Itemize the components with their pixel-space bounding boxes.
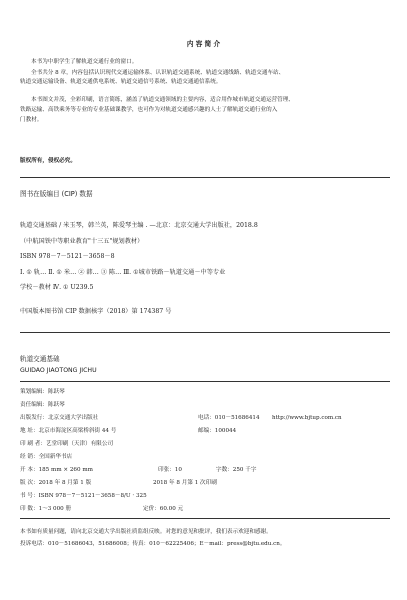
summary-title: 内 容 简 介 [186,40,221,48]
cip-heading: 图书在版编目 (CIP) 数据 [20,190,93,198]
format-row [20,466,257,474]
postcode [198,427,236,435]
distributor-row [20,453,72,461]
format-label: 开 本： [20,467,39,473]
distributor-value: 全国新华书店 [38,454,73,460]
summary-paragraph-1: 本书为中职学生了解轨道交通行业的窗口。 [31,59,138,65]
cip-line-2: （中航国铁中等职业教育"十三五"规划教材） [20,238,144,245]
cip-line-4: Ⅰ. ① 轨… Ⅱ. ① 米… ② 韩… ③ 陈… Ⅲ. ①城市铁路－轨道交通－中等专业 [20,269,226,276]
sheets: 印张：10 [158,467,182,473]
divider-top [20,177,390,178]
price: 定价：60.00 元 [143,506,184,512]
divider-middle [20,332,390,333]
phone-label: 电话： [198,415,215,421]
isbn-value: ISBN 978－7－5121－3658－8/U · 325 [38,493,147,499]
address-label: 地 址： [20,428,39,434]
address-value: 北京市海淀区高梁桥斜街 44 号 [38,428,117,434]
cip-line-5: 学校－教材 Ⅳ. ① U239.5 [20,284,94,291]
isbn-row [20,492,147,500]
word-count: 字数：250 千字 [216,467,257,473]
cip-line-6: 中国版本图书馆 CIP 数据核字（2018）第 174387 号 [20,308,172,315]
publisher-value: 北京交通大学出版社 [47,415,99,421]
print-run-row [20,505,184,513]
phone-value: 010－51686414 [214,415,260,421]
complaint-contact: 投诉电话：010－51686043，51686008；传真：010－62225406；E－mail：press@bjtu.edu.cn。 [20,541,286,547]
quality-notice: 本书如有质量问题，请向北京交通大学出版社质监组反映。对您的意见和批评，我们表示欢迎和感谢。 [20,529,272,535]
cip-line-3: ISBN 978－7－5121－3658－8 [20,253,115,260]
summary-paragraph-2-line-2: 轨道交通运输设备、轨道交通供电系统、轨道交通信号系统、轨道交通通信系统。 [20,79,222,85]
isbn-label: 书 号： [20,493,39,499]
website-link[interactable]: http://www.bjtup.com.cn [272,415,342,421]
edition-row [20,479,217,487]
book-title-pinyin: GUIDAO JIAOTONG JICHU [20,367,97,374]
responsible-editor: 责任编辑：陈跃琴 [20,402,65,408]
copyright-notice: 版权所有，侵权必究。 [20,158,76,164]
printer-row [20,440,113,448]
edition-label: 版 次： [20,480,39,486]
book-title-cn: 轨道交通基础 [20,355,60,363]
phone [198,414,260,422]
summary-paragraph-3-line-2: 铁路运输、高铁乘务等专业的专业基础课教学，也可作为对轨道交通感兴趣的人士了解轨道交通行业的入 [20,107,278,113]
cip-line-1: 轨道交通基础 / 米玉琴，韩兰英，陈爱琴主编 . —北京：北京交通大学出版社，2018.8 [20,222,258,229]
format-value: 185 mm × 260 mm [38,467,93,473]
address-row [20,427,237,435]
summary-paragraph-2-line-1: 全书共分 8 章，内容包括认识现代交通运输体系、认识轨道交通系统、轨道交通线路、轨道交通车站、 [31,70,285,76]
divider-info-bottom [20,518,390,519]
planning-editor: 策划编辑：陈跃琴 [20,389,65,395]
publisher-row [20,414,342,422]
print-run-label: 印 数： [20,506,39,512]
postcode-value: 100044 [214,428,237,434]
publisher-label: 出版发行： [20,415,48,421]
postcode-label: 邮编： [198,428,215,434]
summary-paragraph-3-line-3: 门教材。 [20,117,43,123]
distributor-label: 经 销： [20,454,39,460]
printing: 2018 年 8 月第 1 次印刷 [153,480,217,486]
printer-value: 艺堂印刷（天津）有限公司 [45,441,114,447]
summary-paragraph-3-line-1: 本书图文并茂，全彩印刷，语言简练，涵盖了轨道交通领域的主要内容，适合用作城市轨道交通运营管理、 [31,97,294,103]
divider-info-top [20,381,390,382]
printer-label: 印 刷 者： [20,441,46,447]
print-run-value: 1～3 000 册 [38,506,72,512]
edition-value: 2018 年 8 月第 1 版 [38,480,92,486]
